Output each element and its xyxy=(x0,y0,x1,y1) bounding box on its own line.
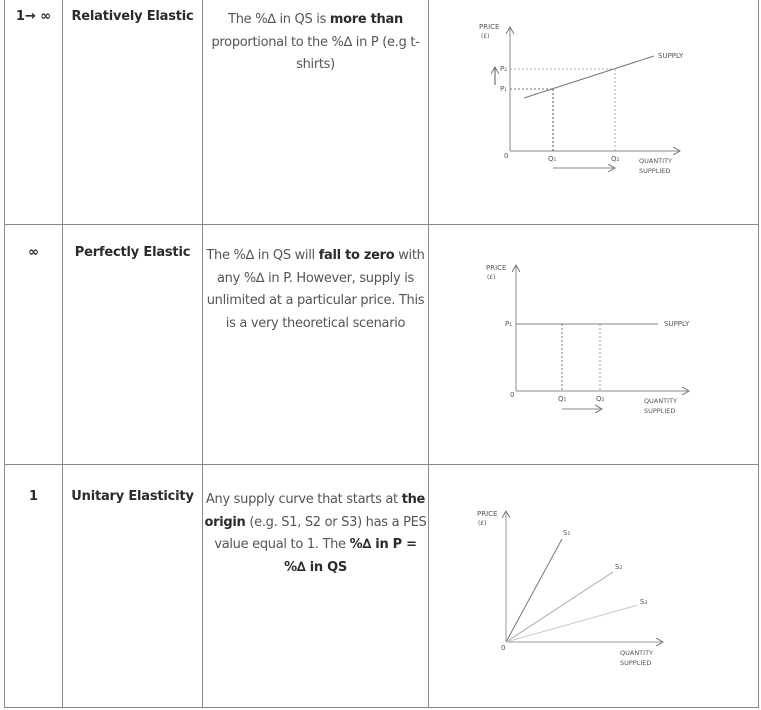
desc-text: Any supply curve that starts at xyxy=(205,492,402,507)
origin-label: 0 xyxy=(510,391,515,399)
elasticity-description xyxy=(203,0,428,77)
pes-value: 1 xyxy=(28,489,39,504)
desc-bold: fall to zero xyxy=(318,248,395,263)
x-axis-label-2: SUPPLIED xyxy=(644,407,676,415)
desc-text: with any %∆ in P. However, supply is unlimited at a particular price. This is a very theoretical scenario xyxy=(206,248,425,331)
pes-table xyxy=(4,0,759,708)
y-axis-label: PRICE xyxy=(486,264,507,272)
x-axis-label: QUANTITY xyxy=(620,649,654,657)
table-row-perfectly-elastic xyxy=(5,225,759,465)
desc-bold: %∆ in P = %∆ in QS xyxy=(284,537,417,575)
desc-text: proportional to the %∆ in P (e.g t-shirts) xyxy=(211,34,420,72)
x-axis-label: QUANTITY xyxy=(639,157,673,165)
elasticity-term: Relatively Elastic xyxy=(71,9,194,24)
p1-label: P₁ xyxy=(500,85,508,93)
q2-label: Q₂ xyxy=(596,395,605,403)
pes-value: 1→ ∞ xyxy=(15,9,52,24)
origin-label: 0 xyxy=(504,152,509,160)
y-axis-unit: (£) xyxy=(481,33,490,40)
desc-text: The %∆ in QS will xyxy=(206,248,319,263)
y-axis-unit: (£) xyxy=(478,520,487,527)
table-row-unitary-elasticity xyxy=(5,465,759,708)
y-axis-unit: (£) xyxy=(487,274,496,281)
elasticity-term: Perfectly Elastic xyxy=(74,245,191,260)
table-row-relatively-elastic xyxy=(5,0,759,225)
y-axis-label: PRICE xyxy=(479,23,500,31)
supply-curve-label: SUPPLY xyxy=(658,52,684,60)
q1-label: Q₁ xyxy=(558,395,567,403)
desc-text: (e.g. S1, S2 or S3) has a PES value equal to 1. The xyxy=(214,514,427,552)
desc-text: The %∆ in QS is xyxy=(228,12,330,27)
desc-bold: more than xyxy=(329,12,403,27)
origin-label: 0 xyxy=(501,644,506,652)
supply-curve-label: SUPPLY xyxy=(664,320,690,328)
y-axis-label: PRICE xyxy=(477,510,498,518)
s1-label: S₁ xyxy=(563,529,571,537)
elasticity-term: Unitary Elasticity xyxy=(71,489,194,504)
elasticity-description xyxy=(203,465,428,579)
p2-label: P₂ xyxy=(500,65,508,73)
elasticity-description xyxy=(203,225,428,335)
desc-bold: the origin xyxy=(204,492,426,530)
q1-label: Q₁ xyxy=(548,155,557,163)
pes-value: ∞ xyxy=(28,245,39,260)
x-axis-label: QUANTITY xyxy=(644,397,678,405)
p1-label: P₁ xyxy=(505,320,513,328)
x-axis-label-2: SUPPLIED xyxy=(639,167,671,175)
s2-label: S₂ xyxy=(615,563,623,571)
x-axis-label-2: SUPPLIED xyxy=(620,659,652,667)
q2-label: Q₂ xyxy=(611,155,620,163)
s3-label: S₃ xyxy=(640,598,648,606)
